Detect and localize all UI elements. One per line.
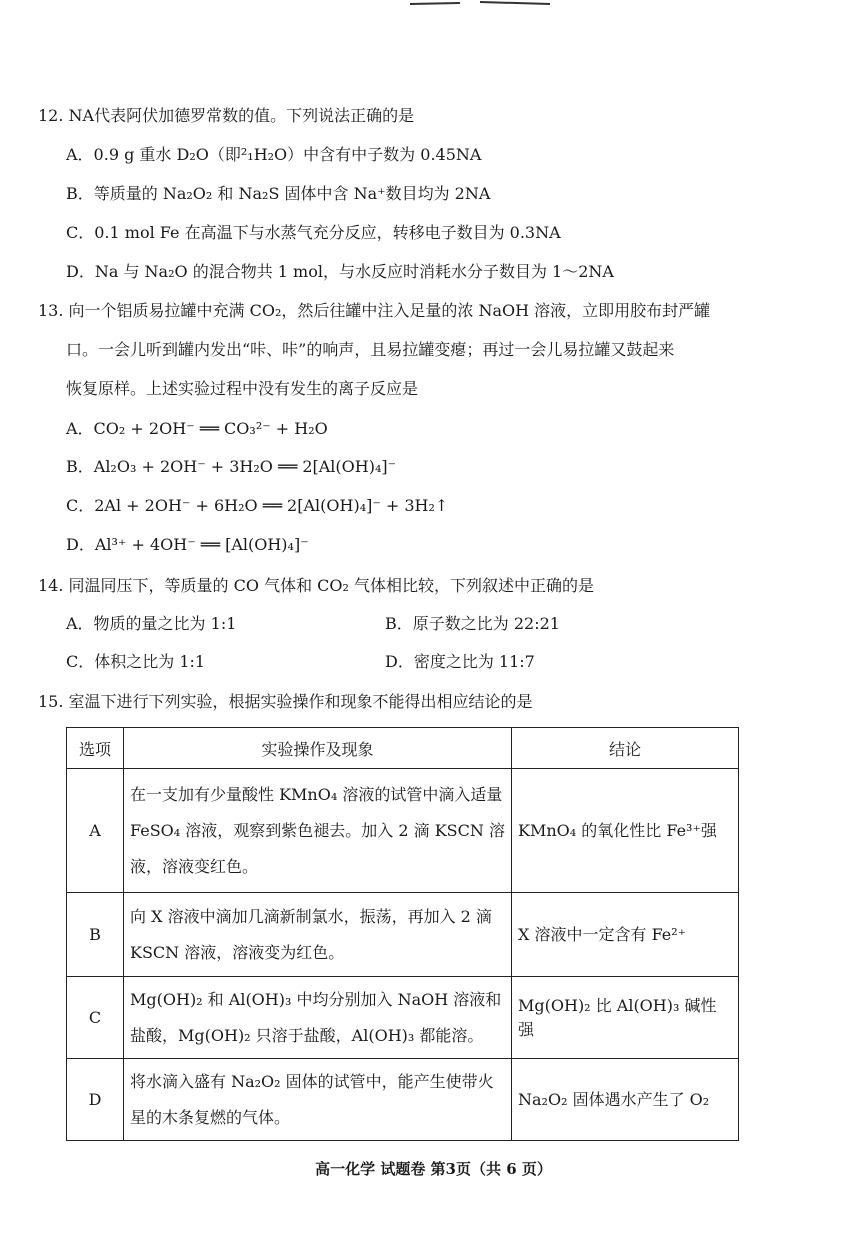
table-row: [67, 769, 739, 893]
table-header-row: [67, 728, 739, 769]
row-b-option: B: [67, 893, 124, 977]
row-c-operation: Mg(OH)₂ 和 Al(OH)₃ 中均分别加入 NaOH 溶液和盐酸，Mg(OH)₂ 只溶于盐酸，Al(OH)₃ 都能溶。: [124, 977, 512, 1059]
row-a-operation: 在一支加有少量酸性 KMnO₄ 溶液的试管中滴入适量 FeSO₄ 溶液，观察到紫色褪去。加入 2 滴 KSCN 溶液，溶液变红色。: [124, 769, 512, 893]
row-d-conclusion: Na₂O₂ 固体遇水产生了 O₂: [512, 1059, 739, 1141]
question-13-stem-line-3: 恢复原样。上述实验过程中没有发生的离子反应是: [66, 379, 419, 398]
question-14-option-c: C．体积之比为 1:1: [66, 652, 206, 671]
row-d-operation: 将水滴入盛有 Na₂O₂ 固体的试管中，能产生使带火星的木条复燃的气体。: [124, 1059, 512, 1141]
row-b-conclusion: X 溶液中一定含有 Fe²⁺: [512, 893, 739, 977]
question-12-option-c: C．0.1 mol Fe 在高温下与水蒸气充分反应，转移电子数目为 0.3NA: [66, 223, 561, 242]
question-13-option-a: A．CO₂ + 2OH⁻ ══ CO₃²⁻ + H₂O: [66, 419, 328, 438]
row-a-option: A: [67, 769, 124, 893]
table-row: [67, 977, 739, 1059]
question-13-stem-line-2: 口。一会儿听到罐内发出“咔、咔”的响声，且易拉罐变瘪；再过一会儿易拉罐又鼓起来: [66, 340, 675, 359]
question-12-option-a: A．0.9 g 重水 D₂O（即²₁H₂O）中含有中子数为 0.45NA: [66, 145, 482, 164]
question-14-option-b: B．原子数之比为 22:21: [385, 614, 560, 633]
row-d-option: D: [67, 1059, 124, 1141]
question-12-option-b: B．等质量的 Na₂O₂ 和 Na₂S 固体中含 Na⁺数目均为 2NA: [66, 184, 491, 203]
question-13-option-d: D．Al³⁺ + 4OH⁻ ══ [Al(OH)₄]⁻: [66, 535, 309, 554]
question-14-option-a: A．物质的量之比为 1:1: [66, 614, 237, 633]
header-option: 选项: [67, 728, 124, 769]
question-14-stem: 14. 同温同压下，等质量的 CO 气体和 CO₂ 气体相比较，下列叙述中正确的是: [38, 576, 595, 595]
table-row: [67, 1059, 739, 1141]
question-13-stem-line-1: 13. 向一个铝质易拉罐中充满 CO₂，然后往罐中注入足量的浓 NaOH 溶液，立即用胶布封严罐: [38, 301, 711, 320]
table-row: [67, 893, 739, 977]
question-12-option-d: D．Na 与 Na₂O 的混合物共 1 mol，与水反应时消耗水分子数目为 1～2NA: [66, 262, 614, 281]
question-13-option-c: C．2Al + 2OH⁻ + 6H₂O ══ 2[Al(OH)₄]⁻ + 3H₂↑: [66, 496, 449, 515]
row-c-conclusion: Mg(OH)₂ 比 Al(OH)₃ 碱性强: [512, 977, 739, 1059]
row-a-conclusion: KMnO₄ 的氧化性比 Fe³⁺强: [512, 769, 739, 893]
row-b-operation: 向 X 溶液中滴加几滴新制氯水，振荡，再加入 2 滴 KSCN 溶液，溶液变为红色。: [124, 893, 512, 977]
row-c-option: C: [67, 977, 124, 1059]
header-conclusion: 结论: [512, 728, 739, 769]
experiment-table: [66, 727, 739, 1141]
header-operation: 实验操作及现象: [124, 728, 512, 769]
page-footer: 高一化学 试题卷 第3页（共 6 页）: [315, 1160, 552, 1178]
scan-marks: [400, 0, 570, 10]
question-12-stem: 12. NA代表阿伏加德罗常数的值。下列说法正确的是: [38, 106, 415, 125]
question-14-option-d: D．密度之比为 11:7: [385, 652, 535, 671]
question-15-stem: 15. 室温下进行下列实验，根据实验操作和现象不能得出相应结论的是: [38, 692, 533, 711]
question-13-option-b: B．Al₂O₃ + 2OH⁻ + 3H₂O ══ 2[Al(OH)₄]⁻: [66, 457, 397, 476]
